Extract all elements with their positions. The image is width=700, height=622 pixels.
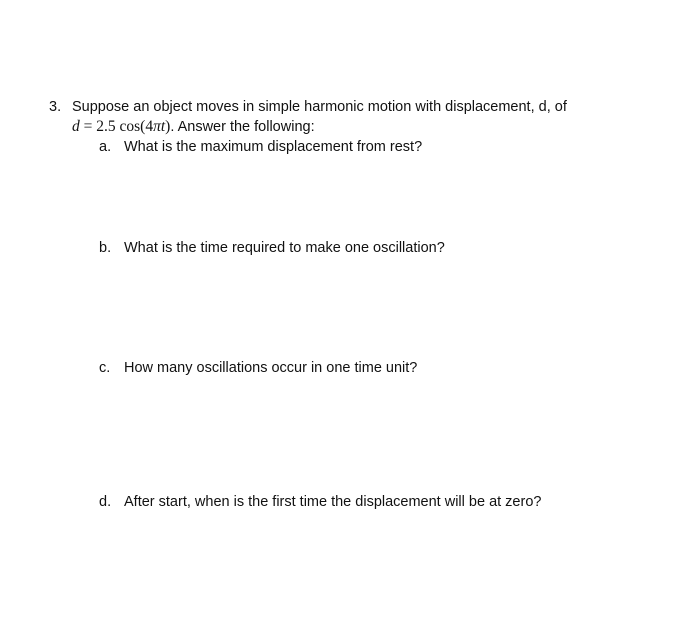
equation-body: = 2.5 cos(4 (79, 118, 154, 135)
part-c-text: How many oscillations occur in one time unit? (124, 360, 418, 376)
part-d-letter: d. (99, 494, 112, 510)
part-c-letter: c. (99, 360, 111, 376)
part-d-text: After start, when is the first time the displacement will be at zero? (124, 494, 542, 510)
equation-variable-t: t (160, 118, 166, 135)
question-equation-line (72, 118, 315, 136)
displacement-equation (72, 118, 170, 135)
question-intro: Suppose an object moves in simple harmonic motion with displacement, d, of (72, 99, 567, 115)
equation-pi: π (153, 118, 161, 135)
equation-close: ) (165, 118, 171, 135)
part-b-text: What is the time required to make one oscillation? (124, 240, 445, 256)
part-b-letter: b. (99, 240, 112, 256)
question-number: 3. (49, 99, 62, 115)
equation-variable-d: d (72, 118, 80, 135)
part-a-letter: a. (99, 139, 112, 155)
part-a-text: What is the maximum displacement from rest? (124, 139, 423, 155)
equation-suffix: . Answer the following: (170, 119, 315, 135)
